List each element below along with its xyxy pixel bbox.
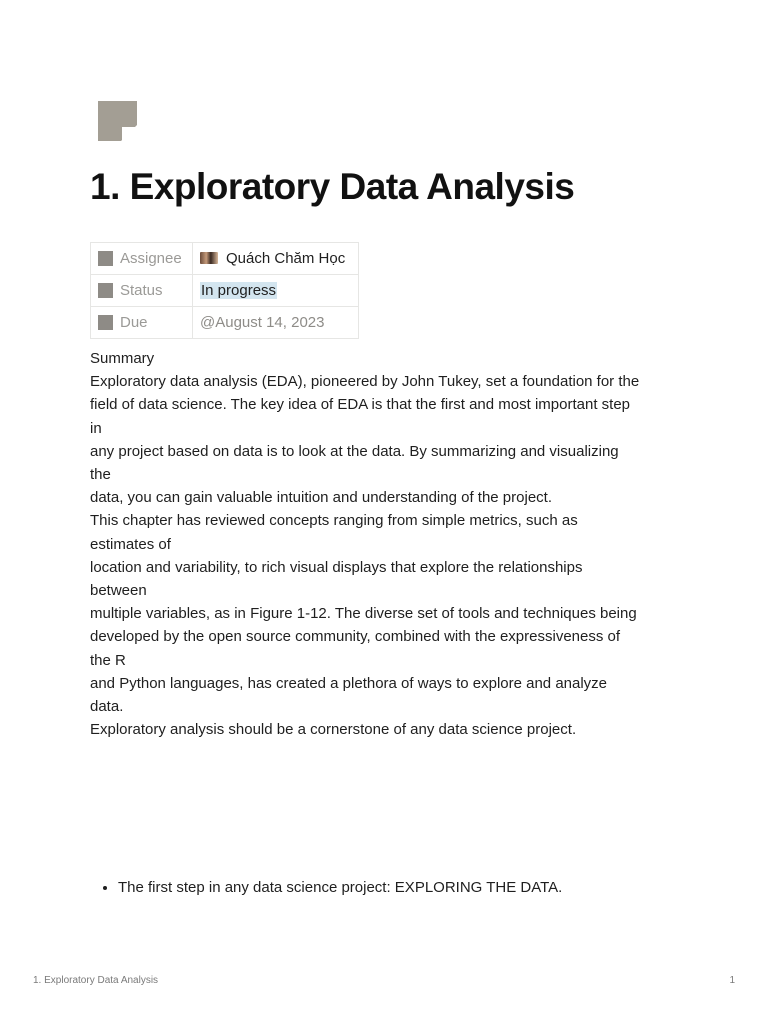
text-line: and Python languages, has created a plethora of ways to explore and analyze: [90, 674, 608, 692]
text-line: location and variability, to rich visual displays that explore the relationships: [90, 558, 583, 576]
page-icon: [98, 101, 137, 141]
text-line: field of data science. The key idea of EDA is that the first and most important step: [90, 396, 631, 414]
text-line: the R: [90, 651, 126, 669]
property-name-cell: [91, 307, 193, 339]
bullet-list: [90, 876, 562, 899]
footer-title: 1. Exploratory Data Analysis: [33, 975, 159, 986]
text-line: multiple variables, as in Figure 1-12. The diverse set of tools and techniques being: [90, 605, 637, 623]
property-label: Assignee: [120, 250, 182, 267]
property-value-cell[interactable]: [193, 243, 359, 275]
list-item: • The first step in any data science project: EXPLORING THE DATA.: [118, 876, 562, 899]
property-label: Status: [120, 282, 163, 299]
text-line: in: [90, 419, 102, 437]
property-label: Due: [120, 314, 148, 331]
assignee-name[interactable]: Quách Chăm Học: [226, 250, 346, 267]
text-line: Exploratory data analysis (EDA), pioneered by John Tukey, set a foundation for the: [90, 373, 640, 391]
property-name-cell: [91, 243, 193, 275]
property-row-assignee: [91, 243, 359, 275]
text-line: the: [90, 466, 111, 484]
property-value-cell[interactable]: [193, 275, 359, 307]
page-title: 1. Exploratory Data Analysis: [90, 166, 575, 207]
text-line: estimates of: [90, 535, 171, 553]
text-line: This chapter has reviewed concepts ranging from simple metrics, such as: [90, 512, 578, 530]
property-name-cell: [91, 275, 193, 307]
section-heading: Summary: [90, 350, 155, 367]
property-row-due: [91, 307, 359, 339]
text-line: between: [90, 582, 147, 600]
property-row-status: [91, 275, 359, 307]
square-icon: [98, 283, 113, 298]
avatar: [200, 252, 218, 264]
text-line: data, you can gain valuable intuition and understanding of the project.: [90, 489, 552, 507]
square-icon: [98, 315, 113, 330]
square-icon: [98, 251, 113, 266]
text-line: developed by the open source community, combined with the expressiveness of: [90, 628, 621, 646]
status-badge[interactable]: In progress: [201, 282, 277, 299]
page-number: 1: [729, 975, 735, 986]
text-line: Exploratory analysis should be a cornerstone of any data science project.: [90, 721, 577, 739]
text-line: any project based on data is to look at the data. By summarizing and visualizing: [90, 442, 619, 460]
property-value-cell[interactable]: [193, 307, 359, 339]
properties-table: [90, 242, 359, 339]
due-date[interactable]: @August 14, 2023: [200, 314, 325, 331]
text-line: data.: [90, 698, 124, 716]
body-text: [90, 347, 688, 741]
